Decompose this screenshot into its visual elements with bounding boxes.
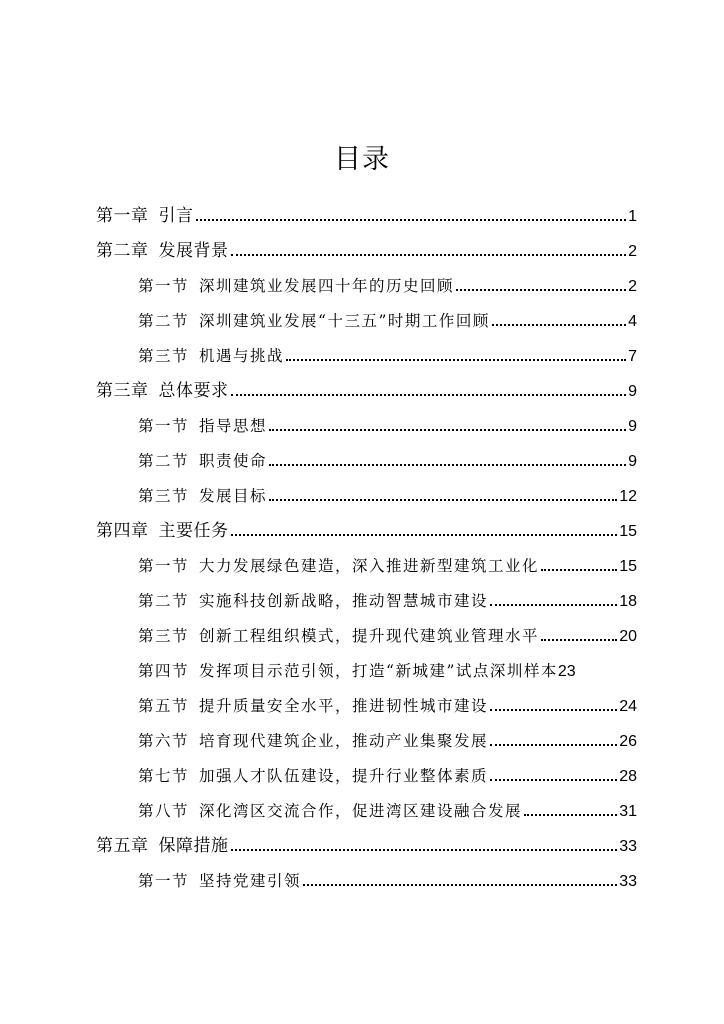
toc-entry-page: 23 bbox=[557, 663, 576, 680]
toc-entry-number: 第五节 bbox=[138, 697, 190, 715]
toc-entry-text: 指导思想 bbox=[199, 417, 268, 435]
toc-entry-number: 第一章 bbox=[96, 206, 149, 226]
dot-leader bbox=[524, 814, 617, 816]
toc-entry-number: 第二章 bbox=[96, 241, 149, 261]
toc-entry-text: 主要任务 bbox=[158, 521, 229, 541]
toc-entry-chapter-4[interactable] bbox=[96, 515, 637, 545]
toc-entry-section[interactable] bbox=[138, 585, 637, 615]
toc-entry-page: 2 bbox=[628, 278, 637, 295]
dot-leader bbox=[490, 709, 617, 711]
dot-leader bbox=[269, 429, 626, 431]
dot-leader bbox=[303, 884, 617, 886]
toc-entry-number: 第一节 bbox=[138, 277, 190, 295]
toc-entry-number: 第五章 bbox=[96, 836, 149, 856]
toc-entry-text: 发展背景 bbox=[158, 241, 229, 261]
toc-entry-page: 15 bbox=[619, 523, 637, 540]
toc-entry-text: 深圳建筑业发展四十年的历史回顾 bbox=[199, 277, 455, 295]
toc-entry-page: 7 bbox=[628, 348, 637, 365]
toc-entry-section[interactable] bbox=[138, 305, 637, 335]
toc-entry-page: 4 bbox=[628, 313, 637, 330]
toc-entry-chapter-1[interactable] bbox=[96, 200, 637, 230]
dot-leader bbox=[231, 534, 618, 536]
toc-entry-section[interactable] bbox=[138, 760, 637, 790]
page-title: 目录 bbox=[334, 144, 390, 175]
toc-entry-section[interactable] bbox=[138, 270, 637, 300]
toc-entry-page: 18 bbox=[619, 593, 637, 610]
toc-entry-number: 第四节 bbox=[138, 662, 190, 680]
toc-entry-number: 第一节 bbox=[138, 872, 190, 890]
toc-entry-number: 第三节 bbox=[138, 347, 190, 365]
toc-entry-text: 坚持党建引领 bbox=[199, 872, 302, 890]
toc-entry-page: 31 bbox=[619, 803, 637, 820]
toc-entry-section[interactable] bbox=[138, 865, 637, 895]
dot-leader bbox=[492, 324, 626, 326]
dot-leader bbox=[541, 569, 617, 571]
toc-entry-section[interactable] bbox=[138, 410, 637, 440]
dot-leader bbox=[286, 359, 626, 361]
dot-leader bbox=[269, 464, 626, 466]
toc-entry-number: 第一节 bbox=[138, 417, 190, 435]
dot-leader bbox=[231, 849, 618, 851]
toc-entry-text: 职责使命 bbox=[199, 452, 268, 470]
toc-entry-text: 深化湾区交流合作，促进湾区建设融合发展 bbox=[199, 802, 523, 820]
toc-entry-page: 15 bbox=[619, 558, 637, 575]
toc-entry-section[interactable] bbox=[138, 725, 637, 755]
dot-leader bbox=[456, 289, 626, 291]
toc-entry-section[interactable] bbox=[138, 480, 637, 510]
toc-entry-page: 12 bbox=[619, 488, 637, 505]
toc-entry-page: 9 bbox=[628, 418, 637, 435]
toc-entry-number: 第六节 bbox=[138, 732, 190, 750]
toc-entry-number: 第三节 bbox=[138, 627, 190, 645]
toc-entry-page: 9 bbox=[628, 453, 637, 470]
toc-entry-page: 2 bbox=[628, 243, 637, 260]
toc-entry-section[interactable] bbox=[138, 655, 637, 685]
toc-entry-number: 第三章 bbox=[96, 381, 149, 401]
toc-entry-page: 26 bbox=[619, 733, 637, 750]
dot-leader bbox=[269, 499, 617, 501]
toc-entry-number: 第二节 bbox=[138, 452, 190, 470]
toc-entry-text: 大力发展绿色建造，深入推进新型建筑工业化 bbox=[199, 557, 540, 575]
toc-entry-number: 第四章 bbox=[96, 521, 149, 541]
toc-entry-chapter-5[interactable] bbox=[96, 830, 637, 860]
toc-entry-text: 机遇与挑战 bbox=[199, 347, 285, 365]
toc-entry-number: 第八节 bbox=[138, 802, 190, 820]
toc-entry-text: 总体要求 bbox=[158, 381, 229, 401]
toc-entry-page: 33 bbox=[619, 873, 637, 890]
toc-entry-text: 实施科技创新战略，推动智慧城市建设 bbox=[199, 592, 489, 610]
dot-leader bbox=[490, 744, 617, 746]
dot-leader bbox=[490, 604, 617, 606]
toc-entry-section[interactable] bbox=[138, 795, 637, 825]
toc-entry-section[interactable] bbox=[138, 550, 637, 580]
toc-entry-page: 9 bbox=[628, 383, 637, 400]
toc-entry-number: 第三节 bbox=[138, 487, 190, 505]
toc-entry-text: 加强人才队伍建设，提升行业整体素质 bbox=[199, 767, 489, 785]
toc-entry-page: 33 bbox=[619, 838, 637, 855]
toc-entry-text: 培育现代建筑企业，推动产业集聚发展 bbox=[199, 732, 489, 750]
toc-entry-page: 24 bbox=[619, 698, 637, 715]
toc-entry-number: 第一节 bbox=[138, 557, 190, 575]
toc-entry-section[interactable] bbox=[138, 620, 637, 650]
toc-entry-chapter-2[interactable] bbox=[96, 235, 637, 265]
toc-entry-text: 保障措施 bbox=[158, 836, 229, 856]
toc-entry-text: 引言 bbox=[158, 206, 194, 226]
toc-entry-number: 第七节 bbox=[138, 767, 190, 785]
toc-entry-page: 1 bbox=[628, 208, 637, 225]
toc-entry-number: 第二节 bbox=[138, 592, 190, 610]
toc-entry-text: 发展目标 bbox=[199, 487, 268, 505]
dot-leader bbox=[541, 639, 617, 641]
dot-leader bbox=[196, 219, 627, 221]
dot-leader bbox=[490, 779, 617, 781]
toc-entry-section[interactable] bbox=[138, 690, 637, 720]
toc-entry-text: 提升质量安全水平，推进韧性城市建设 bbox=[199, 697, 489, 715]
toc-entry-page: 20 bbox=[619, 628, 637, 645]
toc-entry-page: 28 bbox=[619, 768, 637, 785]
toc-entry-section[interactable] bbox=[138, 340, 637, 370]
toc-entry-section[interactable] bbox=[138, 445, 637, 475]
toc-entry-text: 创新工程组织模式，提升现代建筑业管理水平 bbox=[199, 627, 540, 645]
toc-entry-number: 第二节 bbox=[138, 312, 190, 330]
toc-entry-text: 深圳建筑业发展“十三五”时期工作回顾 bbox=[199, 312, 490, 330]
dot-leader bbox=[231, 254, 627, 256]
toc-entry-chapter-3[interactable] bbox=[96, 375, 637, 405]
dot-leader bbox=[231, 394, 627, 396]
toc-entry-text: 发挥项目示范引领，打造“新城建”试点深圳样本 bbox=[199, 662, 558, 680]
